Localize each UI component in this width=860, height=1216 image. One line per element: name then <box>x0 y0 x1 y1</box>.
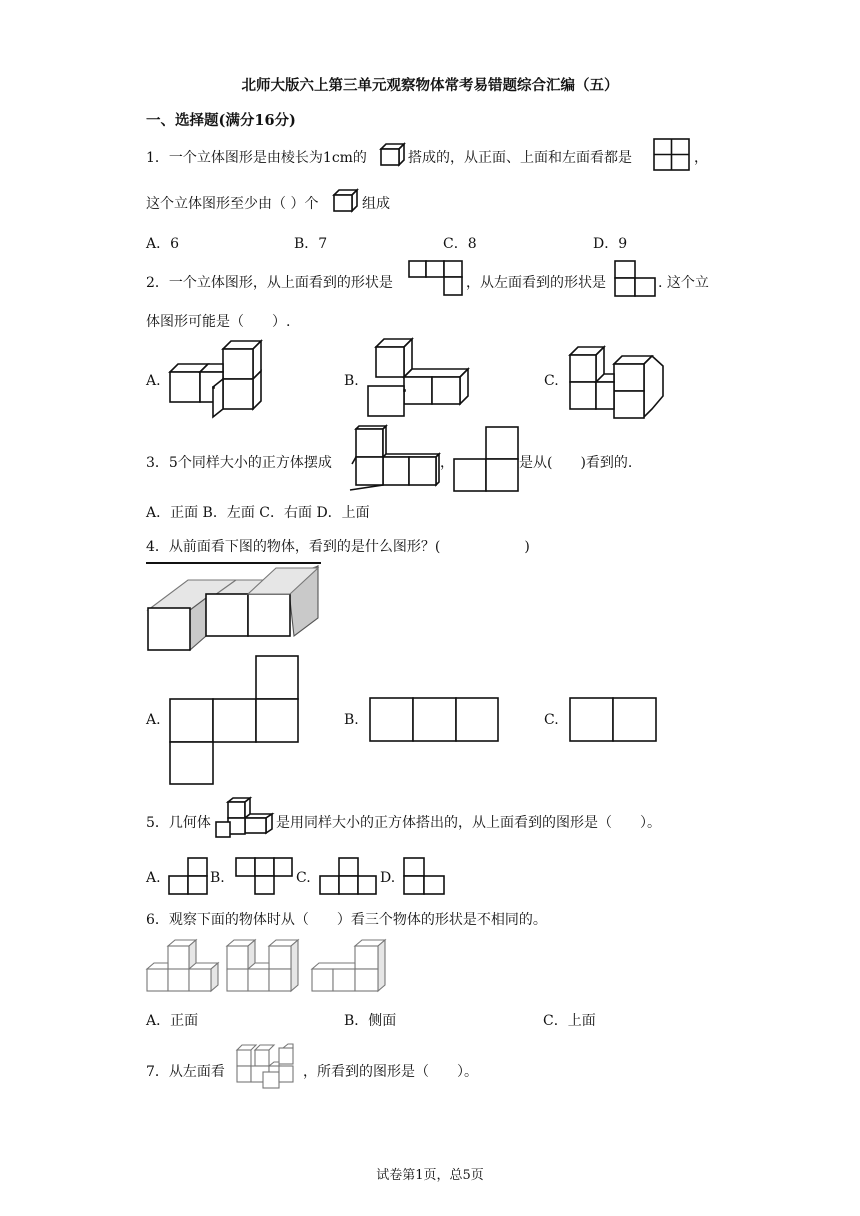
q1-stem-b: 搭成的，从正面、上面和左面看都是 <box>408 150 632 166</box>
q2-stem-b: ，从左面看到的形状是 <box>466 275 606 291</box>
q2-top-view-figure <box>408 260 464 298</box>
q2-option-c-figure[interactable] <box>569 344 665 420</box>
q2-option-a-figure[interactable] <box>170 340 265 420</box>
q5-option-d-figure[interactable] <box>402 856 446 896</box>
q1-line2-b: 组成 <box>362 196 390 212</box>
q2-option-a-label[interactable]: A. <box>146 373 161 389</box>
q7-stem-b: ，所看到的图形是（ ）。 <box>303 1064 478 1080</box>
q1-line2-a: 这个立体图形至少由（ ）个 <box>146 196 319 212</box>
q4-option-c-label[interactable]: C. <box>544 712 559 728</box>
q3-stem-b: ， <box>440 455 454 471</box>
q7-stem-a: 7．从左面看 <box>146 1064 225 1080</box>
q1-option-d[interactable]: D．9 <box>593 236 628 252</box>
q1-option-c[interactable]: C．8 <box>443 236 477 252</box>
q5-option-c-label[interactable]: C. <box>296 870 311 886</box>
q2-stem-c: . 这个立 <box>658 275 709 291</box>
q5-option-a-label[interactable]: A. <box>146 870 161 886</box>
q6-option-b[interactable]: B．侧面 <box>344 1013 397 1029</box>
q2-line2: 体图形可能是（ ）. <box>146 314 291 330</box>
q2-left-view-figure <box>614 260 658 298</box>
q2-stem-a: 2．一个立体图形，从上面看到的形状是 <box>146 275 393 291</box>
q1-stem-a: 1．一个立体图形是由棱长为1cm的 <box>146 150 367 166</box>
q4-option-a-figure[interactable] <box>168 654 302 786</box>
q2-option-b-figure[interactable] <box>368 338 470 420</box>
section-heading: 一、选择题(满分16分) <box>146 112 296 129</box>
q1-view-square-icon <box>653 138 691 172</box>
q3-stem-c: 是从( )看到的. <box>519 455 633 471</box>
q1-option-b[interactable]: B．7 <box>294 236 328 252</box>
q5-stem-a: 5．几何体 <box>146 815 211 831</box>
q6-object-1 <box>146 938 222 994</box>
q4-option-a-label[interactable]: A. <box>146 712 161 728</box>
q3-cube-figure <box>350 424 442 492</box>
q3-stem-a: 3．5个同样大小的正方体摆成 <box>146 455 332 471</box>
q3-options[interactable]: A．正面 B．左面 C．右面 D．上面 <box>146 505 370 521</box>
q1-stem-c: ， <box>694 150 708 166</box>
q4-option-b-label[interactable]: B. <box>344 712 359 728</box>
q6-stem: 6．观察下面的物体时从（ ）看三个物体的形状是不相同的。 <box>146 912 547 928</box>
q6-object-3 <box>311 938 391 994</box>
q2-option-b-label[interactable]: B. <box>344 373 359 389</box>
q4-object-figure <box>146 560 321 655</box>
q2-option-c-label[interactable]: C. <box>544 373 559 389</box>
q5-solid-figure <box>214 797 274 839</box>
q5-option-b-figure[interactable] <box>234 856 294 896</box>
q5-option-b-label[interactable]: B. <box>210 870 225 886</box>
q5-option-c-figure[interactable] <box>318 856 378 896</box>
q1-option-a[interactable]: A．6 <box>146 236 180 252</box>
cube-icon <box>381 144 405 166</box>
q5-option-d-label[interactable]: D. <box>380 870 396 886</box>
q5-stem-b: 是用同样大小的正方体搭出的，从上面看到的图形是（ ）。 <box>276 815 661 831</box>
q4-option-b-figure[interactable] <box>368 696 502 744</box>
cube-icon <box>334 190 358 212</box>
q6-option-c[interactable]: C．上面 <box>543 1013 596 1029</box>
page-footer: 试卷第1页，总5页 <box>376 1168 484 1183</box>
q4-option-c-figure[interactable] <box>568 696 660 744</box>
q7-solid-figure <box>233 1042 297 1092</box>
q5-option-a-figure[interactable] <box>166 856 210 896</box>
q4-stem: 4．从前面看下图的物体，看到的是什么图形？( ) <box>146 539 530 555</box>
q6-object-2 <box>226 938 302 994</box>
page-title: 北师大版六上第三单元观察物体常考易错题综合汇编（五） <box>241 77 619 94</box>
q6-option-a[interactable]: A．正面 <box>146 1013 199 1029</box>
q3-view-figure <box>452 425 520 495</box>
